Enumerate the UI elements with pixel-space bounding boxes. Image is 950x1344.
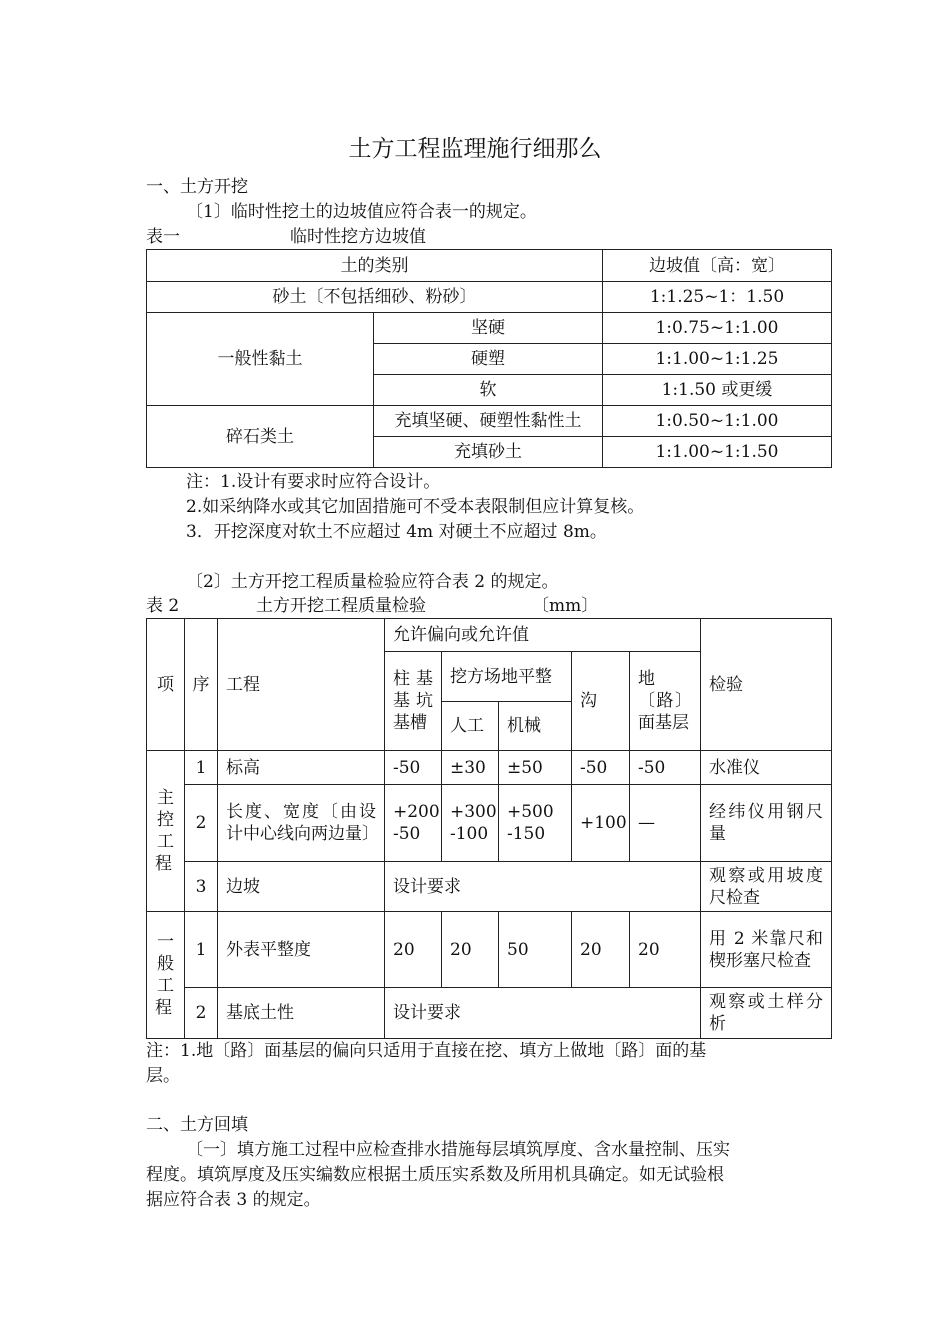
backfill-paragraph-line-2: 程度。填筑厚度及压实编数应根据土质压实系数及所用机具确定。如无试验根 — [146, 1165, 724, 1185]
row-seq: 1 — [185, 751, 218, 785]
row-pit: -50 — [385, 751, 442, 785]
row-ditch: 20 — [572, 912, 630, 988]
header-pit: 柱基基坑基槽 — [385, 652, 442, 751]
row-seq: 1 — [185, 912, 218, 988]
row-manual-minus: -100 — [450, 824, 489, 844]
row-inspect: 用 2 米靠尺和楔形塞尺检查 — [701, 912, 832, 988]
row-machine: 50 — [499, 912, 572, 988]
section-heading-backfill: 二、土方回填 — [146, 1115, 248, 1135]
group-general: 一般工程 — [147, 912, 185, 1039]
header-project: 工程 — [218, 619, 385, 751]
row-value: 设计要求 — [385, 862, 701, 912]
row-name: 外表平整度 — [218, 912, 385, 988]
table2-unit: 〔mm〕 — [532, 596, 599, 616]
row-name: 基底土性 — [218, 988, 385, 1039]
row-pit-minus: -50 — [393, 824, 421, 844]
row-inspect: 水准仪 — [701, 751, 832, 785]
row-machine — [499, 785, 572, 862]
row-name: 标高 — [218, 751, 385, 785]
row-seq: 2 — [185, 785, 218, 862]
table1-note-3: 3．开挖深度对软土不应超过 4m 对硬土不应超过 8m。 — [186, 522, 607, 542]
row-inspect: 观察或土样分析 — [701, 988, 832, 1039]
table2-label: 表 2 — [146, 596, 180, 616]
table-row — [147, 751, 832, 785]
row-road: -50 — [630, 751, 701, 785]
header-allowance: 允许偏向或允许值 — [385, 619, 701, 652]
row-road: — — [630, 785, 701, 862]
paragraph-quality-rule: 〔2〕土方开挖工程质量检验应符合表 2 的规定。 — [186, 572, 559, 592]
header-inspection: 检验 — [701, 619, 832, 751]
row-name: 边坡 — [218, 862, 385, 912]
row-pit-plus: +200 — [393, 802, 440, 822]
row-manual: 20 — [442, 912, 499, 988]
row-pit — [385, 785, 442, 862]
cell-gravel-b: 充填砂土 — [374, 437, 603, 468]
cell-gravel: 碎石类土 — [147, 406, 374, 468]
cell-clay-hard: 坚硬 — [374, 313, 603, 344]
cell-gravel-b-value: 1:1.00~1:1.50 — [603, 437, 832, 468]
cell-clay-plastic-value: 1:1.00~1:1.25 — [603, 344, 832, 375]
cell-clay-plastic: 硬塑 — [374, 344, 603, 375]
table2-note-line-2: 层。 — [146, 1066, 180, 1086]
row-manual — [442, 785, 499, 862]
slope-table — [146, 249, 832, 468]
row-machine-minus: -150 — [507, 824, 546, 844]
header-seq: 序 — [185, 619, 218, 751]
header-item: 项 — [147, 619, 185, 751]
group-main: 主控工程 — [147, 751, 185, 912]
row-value: 设计要求 — [385, 988, 701, 1039]
table-row — [147, 912, 832, 988]
cell-clay-soft-value: 1:1.50 或更缓 — [603, 375, 832, 406]
header-manual: 人工 — [442, 702, 499, 751]
table1-title: 临时性挖方边坡值 — [290, 227, 426, 247]
cell-sand: 砂土〔不包括细砂、粉砂〕 — [147, 282, 603, 313]
table1-label: 表一 — [146, 227, 180, 247]
table2-title: 土方开挖工程质量检验 — [256, 596, 426, 616]
cell-clay-soft: 软 — [374, 375, 603, 406]
cell-gravel-a: 充填坚硬、硬塑性黏性土 — [374, 406, 603, 437]
document-title: 土方工程监理施行细那么 — [348, 136, 602, 162]
table2-note-line-1: 注：1.地〔路〕面基层的偏向只适用于直接在挖、填方上做地〔路〕面的基 — [146, 1041, 707, 1061]
row-inspect: 经纬仪用钢尺量 — [701, 785, 832, 862]
section-heading-excavation: 一、土方开挖 — [146, 177, 248, 197]
table1-note-2: 2.如采纳降水或其它加固措施可不受本表限制但应计算复核。 — [186, 497, 645, 517]
table-row — [147, 862, 832, 912]
header-soil-type: 土的类别 — [147, 250, 603, 282]
cell-sand-value: 1:1.25~1：1.50 — [603, 282, 832, 313]
backfill-paragraph-line-3: 据应符合表 3 的规定。 — [146, 1190, 321, 1210]
header-machine: 机械 — [499, 702, 572, 751]
header-ditch: 沟 — [572, 652, 630, 751]
table-row — [147, 988, 832, 1039]
row-pit: 20 — [385, 912, 442, 988]
table-row — [147, 785, 832, 862]
quality-table — [146, 618, 832, 1039]
row-road: 20 — [630, 912, 701, 988]
row-name: 长度、宽度〔由设计中心线向两边量〕 — [218, 785, 385, 862]
backfill-paragraph-line-1: 〔一〕填方施工过程中应检查排水措施每层填筑厚度、含水量控制、压实 — [186, 1140, 730, 1160]
header-road-base: 地〔路〕面基层 — [630, 652, 701, 751]
cell-gravel-a-value: 1:0.50~1:1.00 — [603, 406, 832, 437]
cell-clay: 一般性黏土 — [147, 313, 374, 406]
row-manual: ±30 — [442, 751, 499, 785]
row-seq: 3 — [185, 862, 218, 912]
row-machine-plus: +500 — [507, 802, 554, 822]
paragraph-slope-rule: 〔1〕临时性挖土的边坡值应符合表一的规定。 — [186, 202, 537, 222]
header-site-leveling: 挖方场地平整 — [442, 652, 572, 702]
row-seq: 2 — [185, 988, 218, 1039]
table1-note-1: 注：1.设计有要求时应符合设计。 — [186, 472, 441, 492]
row-ditch: -50 — [572, 751, 630, 785]
cell-clay-hard-value: 1:0.75~1:1.00 — [603, 313, 832, 344]
row-machine: ±50 — [499, 751, 572, 785]
row-ditch: +100 — [572, 785, 630, 862]
header-slope-value: 边坡值〔高：宽〕 — [603, 250, 832, 282]
row-inspect: 观察或用坡度尺检查 — [701, 862, 832, 912]
row-manual-plus: +300 — [450, 802, 497, 822]
